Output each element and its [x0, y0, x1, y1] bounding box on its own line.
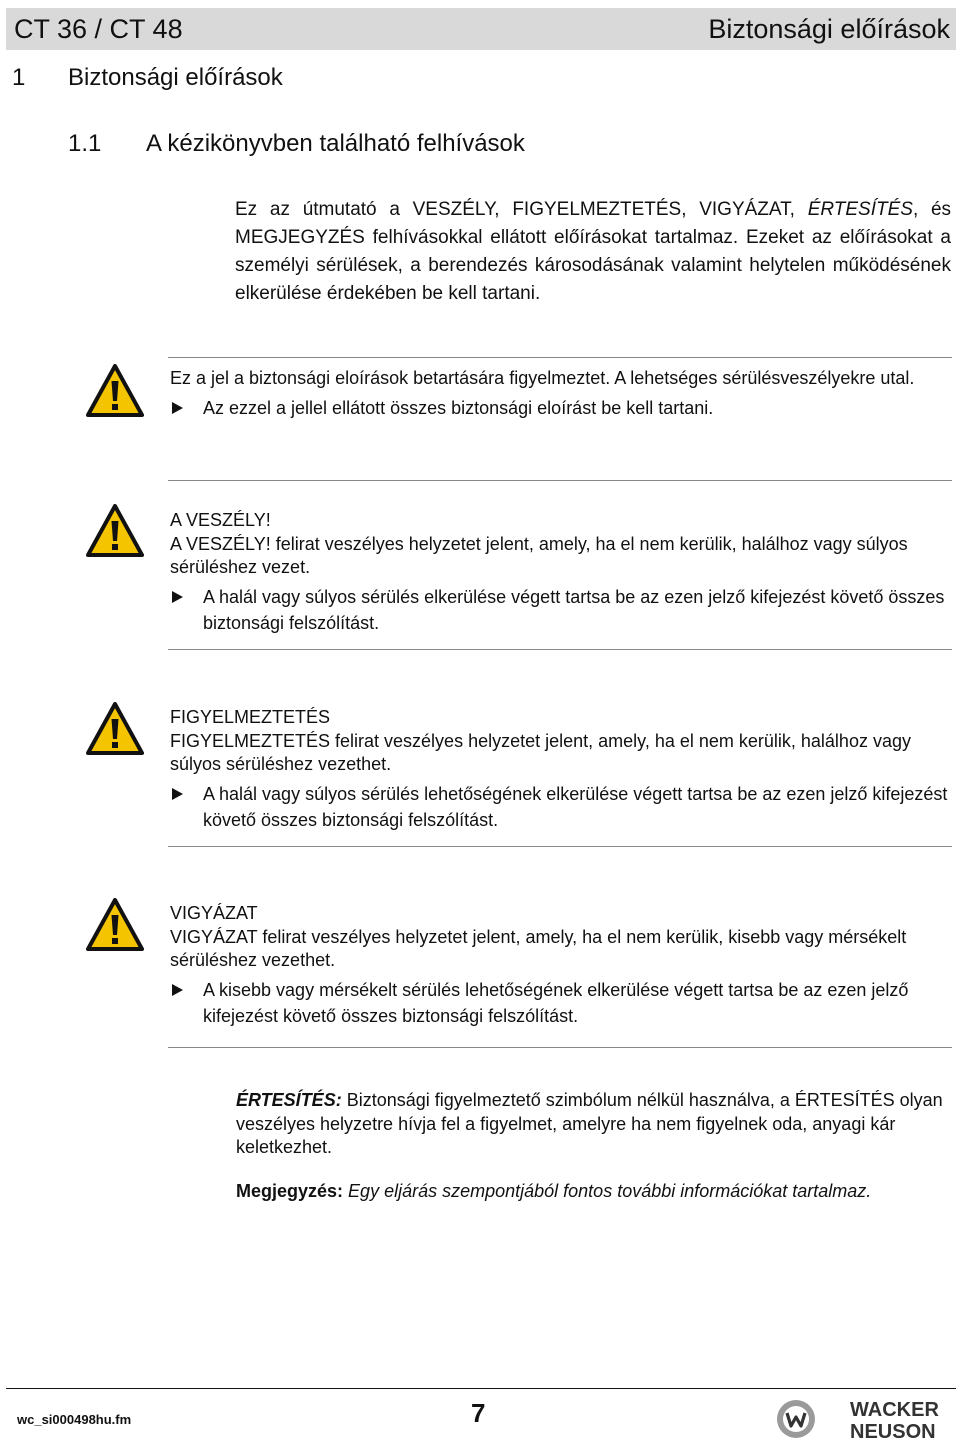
bullet-text: Az ezzel a jellel ellátott összes biztonsági eloírást be kell tartani.: [203, 397, 714, 418]
chapter-number: 1: [12, 64, 26, 91]
bullet-text: A halál vagy súlyos sérülés lehetőségének elkerülése végett tartsa be az ezen jelző kifejezést követő összes biztonsági felszólítást.: [203, 783, 948, 830]
chapter-heading: [12, 64, 283, 92]
bullet-arrow-icon: [172, 591, 183, 603]
divider: [168, 480, 952, 481]
intro-text-1: Ez az útmutató a VESZÉLY, FIGYELMEZTETÉS, VIGYÁZAT,: [235, 199, 795, 220]
notice-text: Biztonsági figyelmeztető szimbólum nélkül használva, a ÉRTESÍTÉS olyan veszélyes helyzetre hívja fel a figyelmet, amelyre ha nem figyelnek oda, anyagi kár keletkezhet.: [236, 1090, 943, 1157]
logo-line2: NEUSON: [850, 1421, 936, 1442]
block-title: FIGYELMEZTETÉS: [170, 707, 331, 727]
notice-label: ÉRTESÍTÉS:: [236, 1090, 342, 1110]
bullet-item: [170, 584, 952, 636]
warning-triangle-icon: [86, 504, 144, 558]
warning-triangle-icon: [86, 364, 144, 418]
bullet-text: A kisebb vagy mérsékelt sérülés lehetőségének elkerülése végett tartsa be az ezen jelző kifejezést követő összes biztonsági felszólítást.: [203, 979, 909, 1026]
footer-filename: wc_si000498hu.fm: [17, 1412, 132, 1427]
section-title: A kézikönyvben található felhívások: [146, 130, 525, 157]
divider: [168, 357, 952, 358]
warning-triangle-icon: [86, 898, 144, 952]
block-description: A VESZÉLY! felirat veszélyes helyzetet jelent, amely, ha el nem kerülik, halálhoz vagy súlyos sérüléshez vezet.: [170, 533, 908, 577]
bullet-arrow-icon: [172, 788, 183, 800]
warning-triangle-icon: [86, 702, 144, 756]
bullet-text: A halál vagy súlyos sérülés elkerülése végett tartsa be az ezen jelző kifejezést követő összes biztonsági felszólítást.: [203, 586, 945, 633]
notice-note: [236, 1089, 956, 1160]
bullet-item: [170, 781, 952, 833]
bullet-arrow-icon: [172, 402, 183, 414]
intro-paragraph: [235, 196, 951, 308]
intro-text-2: , és MEGJEGYZÉS felhívásokkal ellátott előírásokat tartalmaz. Ezeket az előírásokat a személyi sérülések, a berendezés károsodásának valamint helytelen működésének elkerülése érdekében be kell tartani.: [235, 199, 952, 304]
caution-block: [170, 902, 952, 1029]
divider: [168, 649, 952, 650]
page-number: 7: [471, 1398, 486, 1428]
block-title: A VESZÉLY!: [170, 510, 271, 530]
header-model: CT 36 / CT 48: [14, 14, 183, 44]
safety-symbol-block: [170, 367, 952, 421]
bullet-arrow-icon: [172, 984, 183, 996]
remark-note: [236, 1180, 956, 1204]
block-description: Ez a jel a biztonsági eloírások betartására figyelmeztet. A lehetséges sérülésveszélyekre utal.: [170, 368, 915, 388]
divider: [168, 1047, 952, 1048]
section-number: 1.1: [68, 130, 102, 157]
block-description: VIGYÁZAT felirat veszélyes helyzetet jelent, amely, ha el nem kerülik, kisebb vagy mérsékelt sérüléshez vezethet.: [170, 926, 907, 970]
divider: [168, 846, 952, 847]
remark-label: Megjegyzés:: [236, 1181, 344, 1201]
danger-block: [170, 509, 952, 636]
intro-ertesites: ÉRTESÍTÉS: [807, 199, 913, 220]
logo-line1: WACKER: [850, 1399, 939, 1421]
remark-text: Egy eljárás szempontjából fontos további információkat tartalmaz.: [343, 1181, 872, 1201]
bullet-item: [170, 395, 952, 421]
footer-divider: [6, 1388, 956, 1389]
block-title: VIGYÁZAT: [170, 903, 258, 923]
block-description: FIGYELMEZTETÉS felirat veszélyes helyzetet jelent, amely, ha el nem kerülik, halálhoz vagy súlyos sérüléshez vezethet.: [170, 730, 911, 774]
warning-block: [170, 706, 952, 833]
bullet-item: [170, 977, 952, 1029]
section-heading: [68, 130, 525, 158]
chapter-title: Biztonsági előírások: [68, 64, 283, 91]
wacker-neuson-logo-icon: [776, 1394, 956, 1442]
header-section: Biztonsági előírások: [708, 14, 950, 44]
